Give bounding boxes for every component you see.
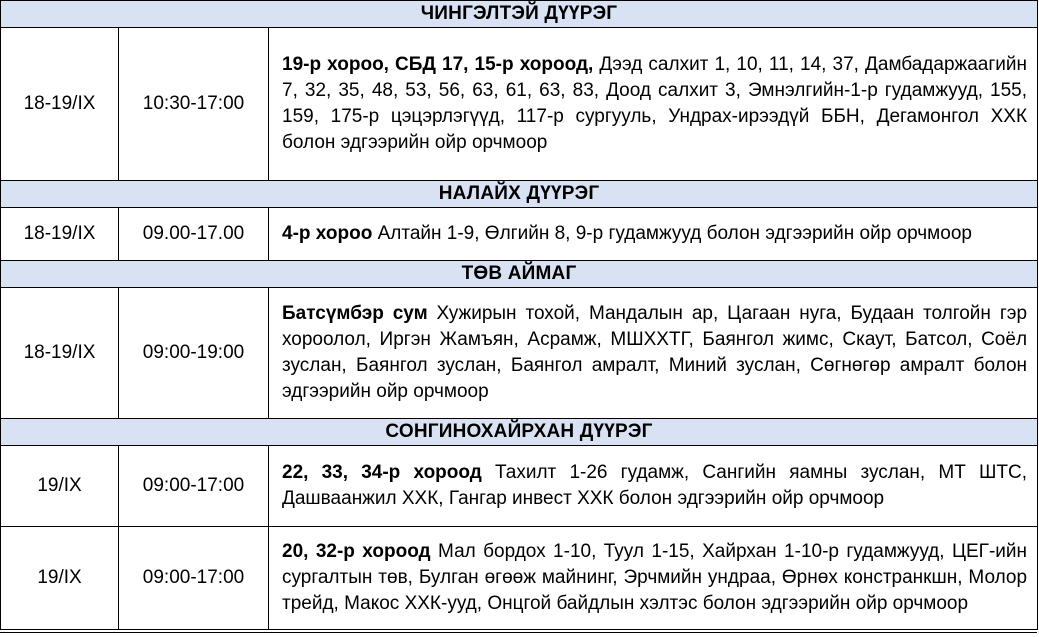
time-cell: 09.00-17.00 bbox=[119, 208, 269, 261]
time-cell: 09:00-17:00 bbox=[119, 527, 269, 630]
time-cell: 09:00-19:00 bbox=[119, 288, 269, 419]
area-text: Хужирын тохой, Мандалын ар, Цагаан нуга, Будаан толгойн гэр хороолол, Иргэн Жамъян, Асрамж, МШХХТГ, Баянгол жимс, Скаут, Батсол, Соёл зуслан, Баянгол зуслан, Баянгол амралт, Миний зуслан, Сөгнөгөр амралт болон эдгээрийн ойр орчмоор bbox=[282, 303, 1028, 402]
area-cell bbox=[269, 208, 1038, 261]
section-header-chingeltei bbox=[1, 1, 1038, 28]
area-text: Тахилт 1-26 гудамж, Сангийн яамны зуслан, МТ ШТС, Дашваанжил ХХК, Гангар инвест ХХК болон эдгээрийн ойр орчмоор bbox=[282, 462, 1028, 509]
date-cell: 18-19/IX bbox=[1, 208, 119, 261]
date-cell: 18-19/IX bbox=[1, 288, 119, 419]
area-bold-text: Батсүмбэр сум bbox=[282, 303, 428, 324]
section-header-tuv-aimag bbox=[1, 261, 1038, 288]
area-bold-text: 19-р хороо, СБД 17, 15-р хороод, bbox=[282, 54, 594, 75]
table-row bbox=[1, 208, 1038, 261]
section-title: ЧИНГЭЛТЭЙ ДҮҮРЭГ bbox=[1, 1, 1038, 28]
area-text: Мал бордох 1-10, Туул 1-15, Хайрхан 1-10-р гудамжууд, ЦЕГ-ийн сургалтын төв, Булган өгөөж майнинг, Эрчмийн ундраа, Өрнөх констранкшн, Молор трейд, Макос ХХК-ууд, Онцгой байдлын хэлтэс болон эдгээрийн ойр орчмоор bbox=[282, 541, 1028, 614]
area-cell bbox=[269, 446, 1038, 527]
time-cell: 10:30-17:00 bbox=[119, 28, 269, 181]
table-row bbox=[1, 527, 1038, 630]
date-cell: 19/IX bbox=[1, 527, 119, 630]
time-cell: 09:00-17:00 bbox=[119, 446, 269, 527]
area-cell bbox=[269, 527, 1038, 630]
section-title: ТӨВ АЙМАГ bbox=[1, 261, 1038, 288]
table-row bbox=[1, 446, 1038, 527]
area-cell bbox=[269, 28, 1038, 181]
next-table-top-border bbox=[0, 632, 1037, 633]
table-row bbox=[1, 288, 1038, 419]
area-bold-text: 20, 32-р хороод bbox=[282, 541, 431, 562]
area-bold-text: 4-р хороо bbox=[282, 223, 373, 244]
section-title: НАЛАЙХ ДҮҮРЭГ bbox=[1, 181, 1038, 208]
section-title: СОНГИНОХАЙРХАН ДҮҮРЭГ bbox=[1, 419, 1038, 446]
date-cell: 18-19/IX bbox=[1, 28, 119, 181]
table-row bbox=[1, 28, 1038, 181]
area-cell bbox=[269, 288, 1038, 419]
section-header-nalaikh bbox=[1, 181, 1038, 208]
section-header-songinokhairkhan bbox=[1, 419, 1038, 446]
area-text: Дээд салхит 1, 10, 11, 14, 37, Дамбадаржаагийн 7, 32, 35, 48, 53, 56, 63, 61, 63, 83, Доод салхит 3, Эмнэлгийн-1-р гудамжууд, 155, 159, 175-р цэцэрлэгүүд, 117-р сургууль, Ундрах-ирээдүй ББН, Дегамонгол ХХК болон эдгээрийн ойр орчмоор bbox=[282, 54, 1028, 153]
area-bold-text: 22, 33, 34-р хороод bbox=[282, 462, 482, 483]
area-text: Алтайн 1-9, Өлгийн 8, 9-р гудамжууд болон эдгээрийн ойр орчмоор bbox=[372, 223, 972, 244]
date-cell: 19/IX bbox=[1, 446, 119, 527]
